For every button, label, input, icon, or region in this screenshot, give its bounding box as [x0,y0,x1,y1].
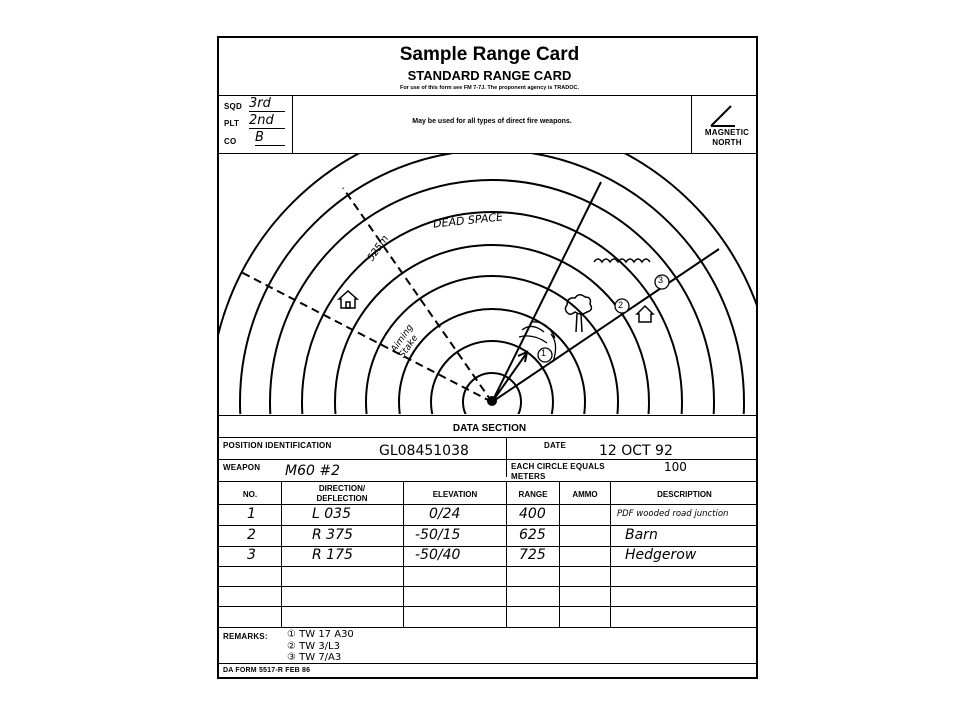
aiming-stake-label: Aiming Stake [389,322,421,361]
north-arrow-icon [705,100,745,130]
co-value: B [255,130,285,146]
row-1-no: 1 [247,506,256,522]
row-2-direction: R 375 [312,527,353,543]
row-3-range: 725 [519,547,546,563]
range-circle-100 [463,373,521,415]
form-footer: DA FORM 5517-R FEB 86 [223,667,311,674]
circle-equals-label: EACH CIRCLE EQUALS [511,462,605,471]
north-line-1: MAGNETIC [704,128,750,137]
marker-2: 2 [618,300,624,310]
date-value: 12 OCT 92 [599,443,673,459]
position-id-value: GL08451038 [379,443,469,459]
circle-equals-value: 100 [664,460,687,474]
col-header-no: NO. [242,490,258,499]
weapon-value: M60 #2 [285,463,340,479]
row-1-description: PDF wooded road junction [617,509,729,519]
col-header-direction-1: DIRECTION/ [318,484,366,493]
row-1-direction: L 035 [312,506,351,522]
range-525-label: 525m [365,233,392,264]
hedgerow-icon [594,259,650,262]
north-line-2: NORTH [712,138,742,147]
house-icon [339,291,357,308]
sqd-value: 3rd [249,96,285,112]
data-section-title: DATA SECTION [452,423,527,434]
tree-icon [565,295,591,332]
sqd-label: SQD [224,102,242,111]
right-limit-line [492,182,601,402]
plt-value: 2nd [249,113,285,129]
card-title: Sample Range Card [399,44,580,65]
right-limit-line-2 [492,249,719,402]
card-subtitle: STANDARD RANGE CARD [407,68,572,83]
form-note: For use of this form see FM 7-7J. The proponent agency is TRADOC. [399,85,580,91]
co-label: CO [224,137,237,146]
plt-label: PLT [224,119,240,128]
col-header-direction-2: DEFLECTION [316,494,368,503]
dashed-limit-line-2 [239,271,492,402]
range-circle-900 [219,154,758,415]
col-header-elevation: ELEVATION [432,490,478,499]
position-id-label: POSITION IDENTIFICATION [223,441,332,450]
row-1-range: 400 [519,506,546,522]
range-circle-500 [335,245,649,415]
range-card [217,36,758,679]
weapon-label: WEAPON [223,463,261,472]
remark-line-2: ② TW 3/L3 [287,641,340,652]
barn-icon [637,306,653,322]
row-2-elevation: -50/15 [415,527,461,543]
row-2-range: 625 [519,527,546,543]
marker-3: 3 [658,275,664,285]
range-sketch [219,154,758,415]
col-header-description: DESCRIPTION [657,490,712,499]
dead-space-label: DEAD SPACE [432,210,504,231]
row-2-no: 2 [247,527,256,543]
row-3-direction: R 175 [312,547,353,563]
row-3-no: 3 [247,547,256,563]
weapons-note: May be used for all types of direct fire weapons. [412,118,572,125]
row-3-description: Hedgerow [625,547,697,563]
col-header-ammo: AMMO [572,490,598,499]
row-2-description: Barn [625,527,658,543]
col-header-range: RANGE [518,490,548,499]
remarks-label: REMARKS: [223,632,268,641]
date-label: DATE [544,441,566,450]
row-1-elevation: 0/24 [429,506,461,522]
remark-line-3: ③ TW 7/A3 [287,652,342,663]
meters-label: METERS [511,472,546,481]
marker-1: 1 [541,348,547,358]
row-3-elevation: -50/40 [415,547,461,563]
remark-line-1: ① TW 17 A30 [287,629,354,640]
